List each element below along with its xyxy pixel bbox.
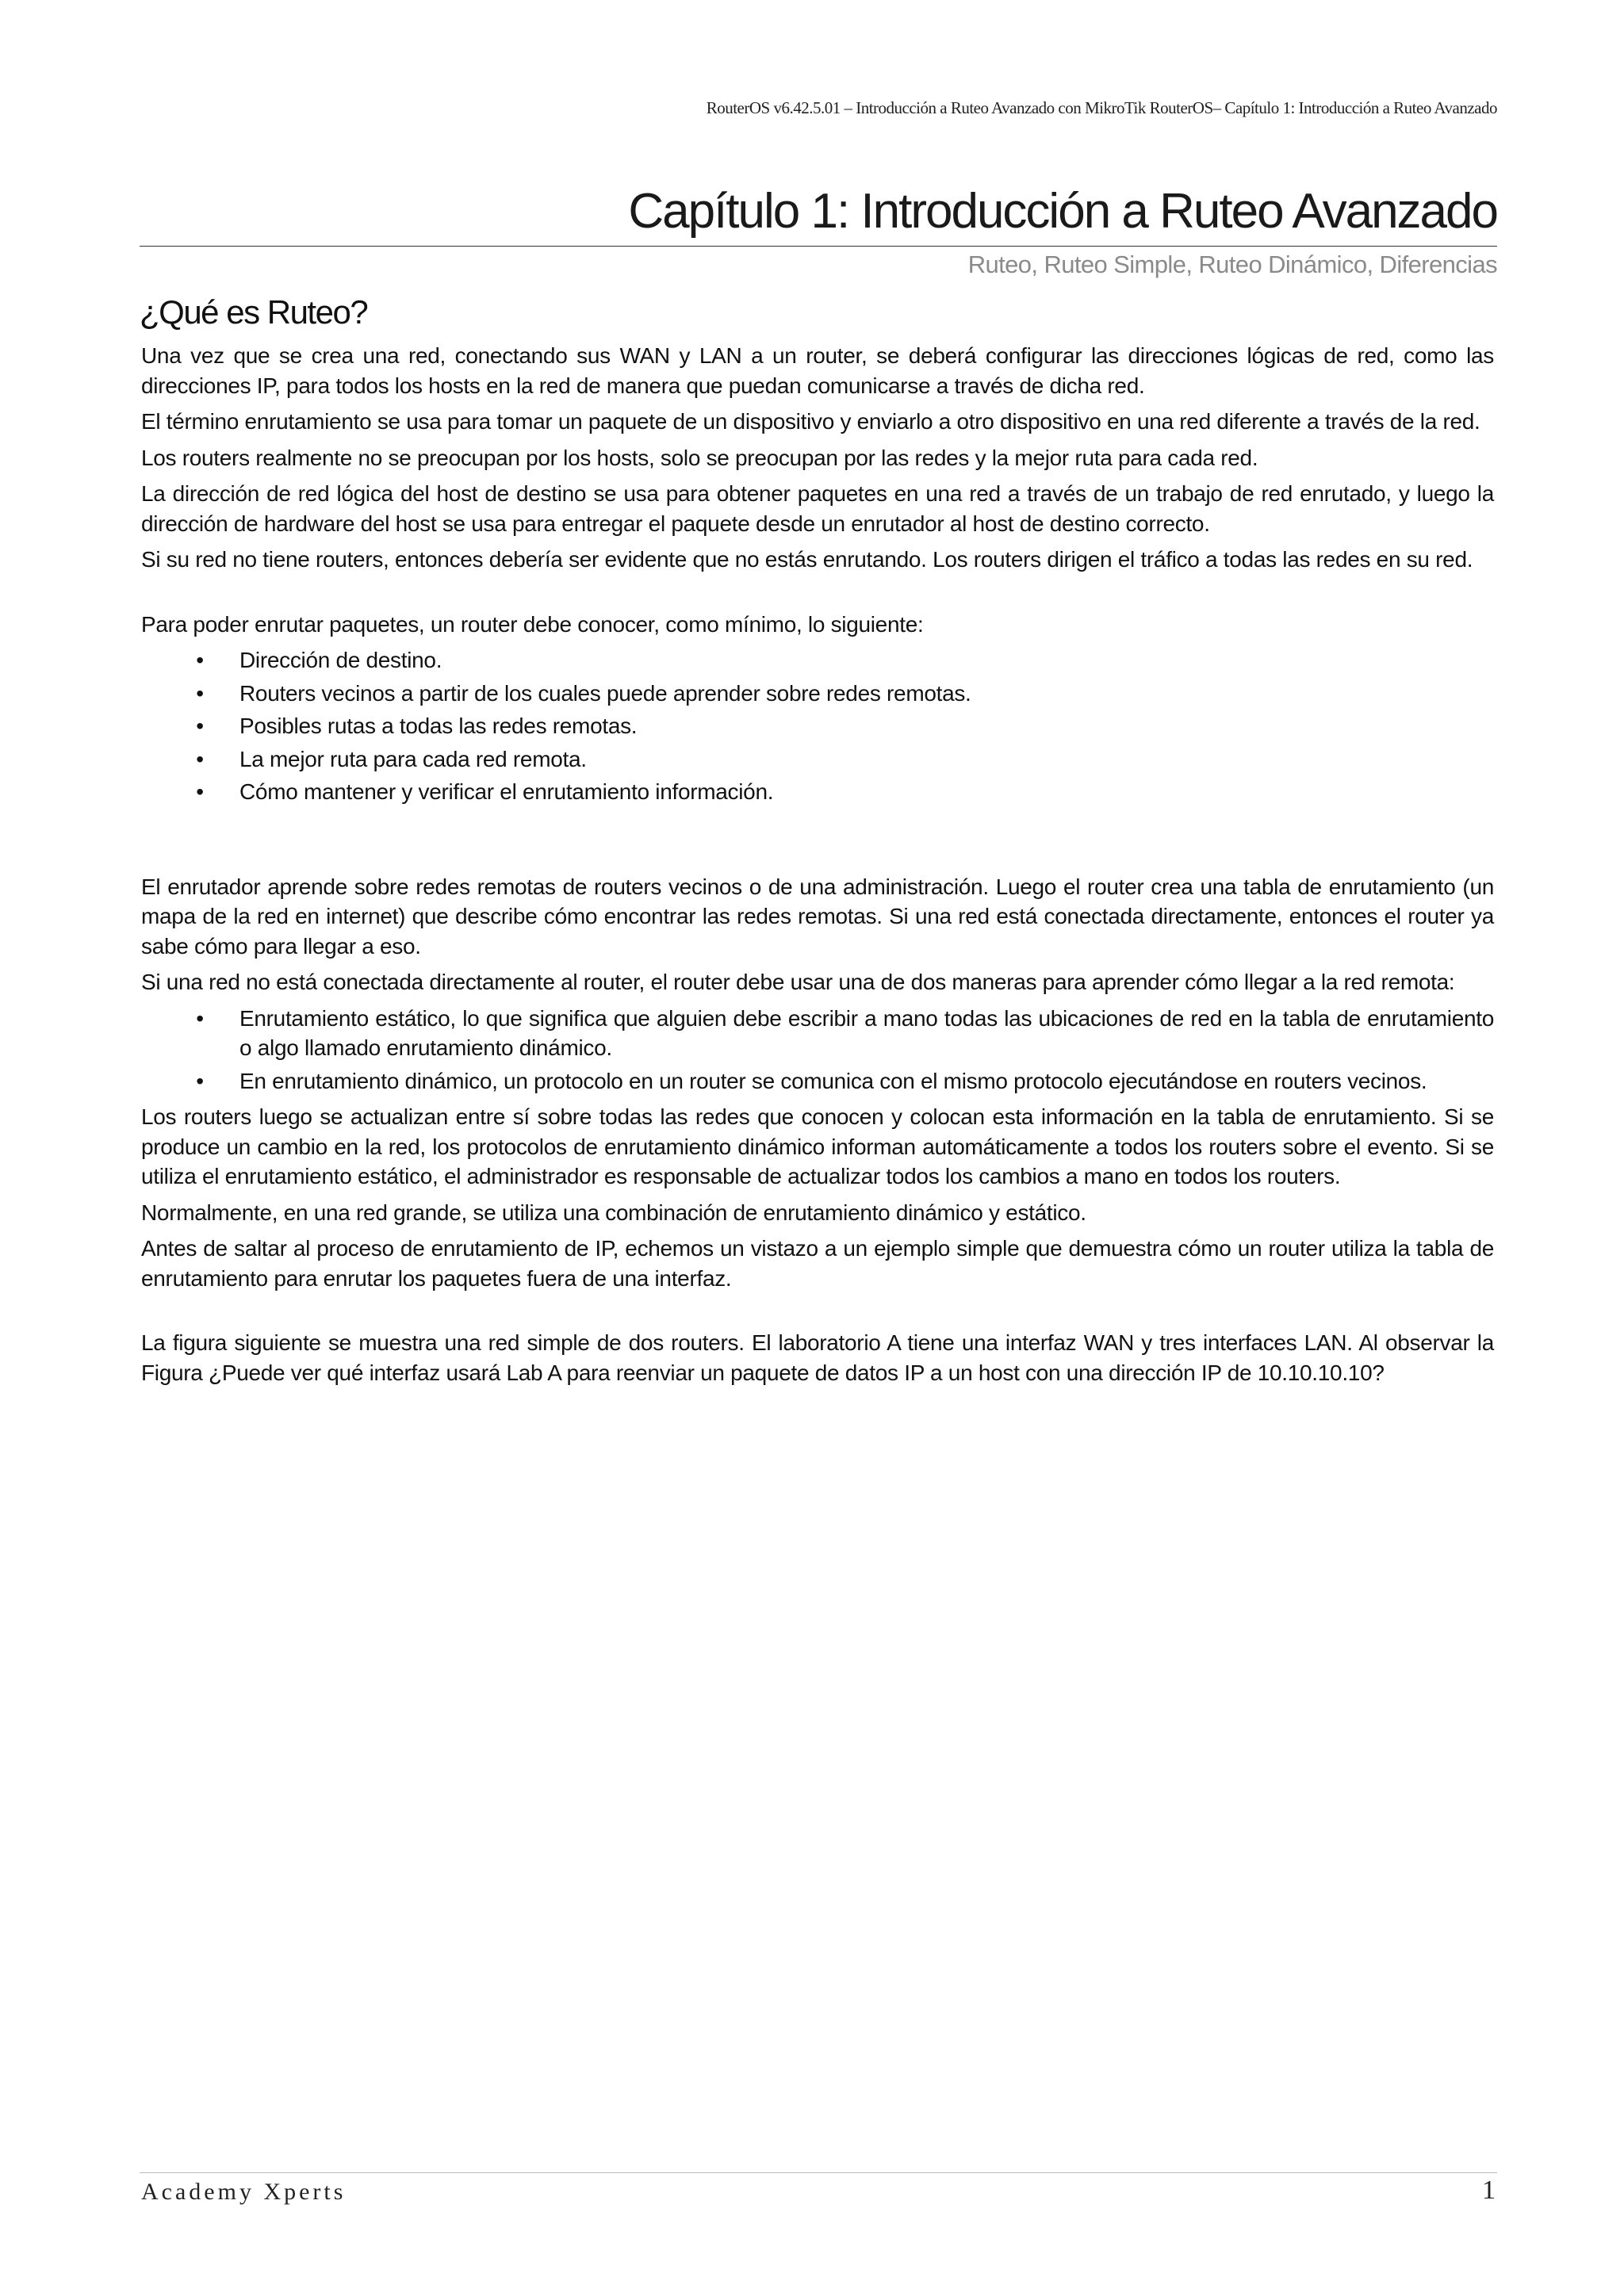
list-item-text: En enrutamiento dinámico, un protocolo en un router se comunica con el mismo protocolo ejecutándose en routers vecinos.	[239, 1068, 1427, 1093]
paragraph: Si una red no está conectada directamente al router, el router debe usar una de dos maneras para aprender cómo llegar a la red remota:	[141, 970, 1455, 994]
paragraph: Los routers luego se actualizan entre sí sobre todas las redes que conocen y colocan esta información en la tabla de enrutamiento. Si se produce un cambio en la red, los protocolos de enrutamiento dinámico informan automáticamente a todos los routers sobre el evento. Si se utiliza el enrutamiento estático, el administrador es responsable de actualizar todos los cambios a mano en todos los routers.	[141, 1104, 1494, 1188]
paragraph: Los routers realmente no se preocupan por los hosts, solo se preocupan por las redes y la mejor ruta para cada red.	[141, 445, 1258, 470]
chapter-title: Capítulo 1: Introducción a Ruteo Avanzado	[628, 184, 1497, 239]
paragraph: Una vez que se crea una red, conectando sus WAN y LAN a un router, se deberá configurar las direcciones lógicas de red, como las direcciones IP, para todos los hosts en la red de manera que puedan comunicarse a través de dicha red.	[141, 343, 1494, 398]
list-item-text: Routers vecinos a partir de los cuales puede aprender sobre redes remotas.	[239, 680, 971, 706]
section-heading: ¿Qué es Ruteo?	[140, 293, 368, 331]
list-intro: Para poder enrutar paquetes, un router debe conocer, como mínimo, lo siguiente:	[141, 611, 924, 637]
bullet-icon: •	[196, 680, 204, 706]
paragraph: La dirección de red lógica del host de destino se usa para obtener paquetes en una red a través de un trabajo de red enrutado, y luego la dirección de hardware del host se usa para entregar el paquete desde un enrutador al host de destino correcto.	[141, 481, 1494, 536]
list-item	[141, 711, 1494, 741]
list-item-text: La mejor ruta para cada red remota.	[239, 746, 587, 771]
bullet-icon: •	[196, 1005, 204, 1031]
list-item	[141, 1004, 1494, 1063]
footer-divider	[140, 2172, 1497, 2173]
chapter-subtitle: Ruteo, Ruteo Simple, Ruteo Dinámico, Diferencias	[967, 251, 1497, 278]
list-item-text: Posibles rutas a todas las redes remotas.	[239, 714, 638, 738]
bullet-icon: •	[196, 648, 204, 672]
bullet-icon: •	[196, 1068, 204, 1093]
paragraph: Normalmente, en una red grande, se utiliza una combinación de enrutamiento dinámico y estático.	[141, 1200, 1086, 1225]
page-number: 1	[1482, 2175, 1496, 2205]
paragraph: La figura siguiente se muestra una red simple de dos routers. El laboratorio A tiene una interfaz WAN y tres interfaces LAN. Al observar la Figura ¿Puede ver qué interfaz usará Lab A para reenviar un paquete de datos IP a un host con una dirección IP de 10.10.10.10?	[141, 1330, 1494, 1385]
bullet-icon: •	[196, 746, 204, 771]
bullet-icon: •	[196, 714, 204, 738]
paragraph: El enrutador aprende sobre redes remotas de routers vecinos o de una administración. Luego el router crea una tabla de enrutamiento (un mapa de la red en internet) que describe cómo encontrar las redes remotas. Si una red está conectada directamente, entonces el router ya sabe cómo para llegar a eso.	[141, 874, 1494, 959]
list-item	[141, 744, 1494, 775]
list-item	[141, 777, 1494, 807]
paragraph: Si su red no tiene routers, entonces debería ser evidente que no estás enrutando. Los routers dirigen el tráfico a todas las redes en su red.	[141, 547, 1473, 572]
running-header: RouterOS v6.42.5.01 – Introducción a Ruteo Avanzado con MikroTik RouterOS– Capítulo 1: Introducción a Ruteo Avanzado	[706, 98, 1497, 117]
title-divider	[140, 246, 1497, 247]
paragraph: Antes de saltar al proceso de enrutamiento de IP, echemos un vistazo a un ejemplo simple que demuestra cómo un router utiliza la tabla de enrutamiento para enrutar los paquetes fuera de una interfaz.	[141, 1236, 1494, 1291]
list-item-text: Enrutamiento estático, lo que significa que alguien debe escribir a mano todas las ubicaciones de red en la tabla de enrutamiento o algo llamado enrutamiento dinámico.	[239, 1005, 1494, 1060]
paragraph: El término enrutamiento se usa para tomar un paquete de un dispositivo y enviarlo a otro dispositivo en una red diferente a través de la red.	[141, 409, 1480, 434]
list-item	[141, 645, 1494, 675]
list-item-text: Cómo mantener y verificar el enrutamiento información.	[239, 779, 774, 804]
body-text	[141, 341, 1494, 1394]
bullet-icon: •	[196, 779, 204, 804]
footer-brand: Academy Xperts	[141, 2179, 347, 2205]
requirements-list	[141, 645, 1494, 807]
list-item-text: Dirección de destino.	[239, 648, 442, 672]
list-item	[141, 1066, 1494, 1096]
routing-methods-list	[141, 1004, 1494, 1096]
list-item	[141, 679, 1494, 709]
